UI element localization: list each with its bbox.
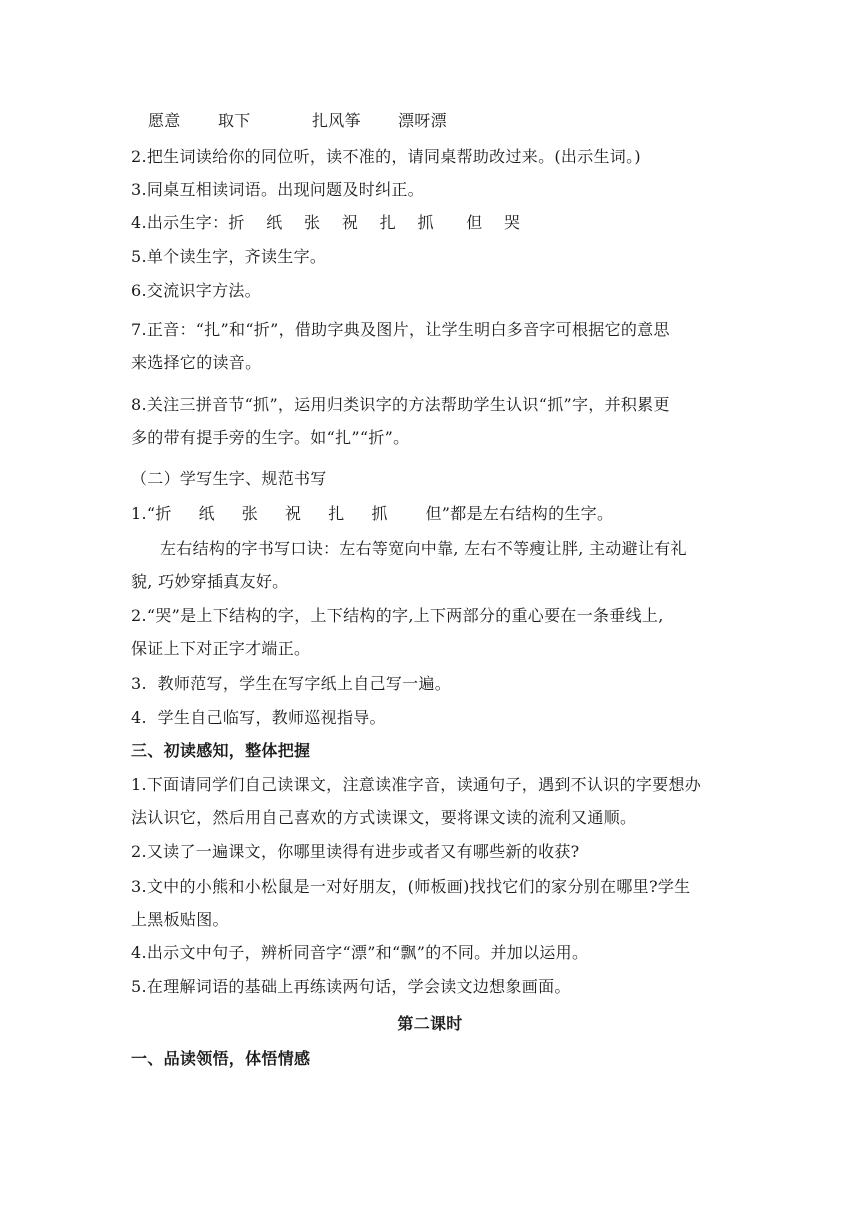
section-heading-3: 三、初读感知，整体把握 <box>131 741 311 760</box>
step-2: 2.把生词读给你的同位听，读不准的，请同桌帮助改过来。(出示生词。) <box>131 147 641 166</box>
reading-step-3-line-2: 上黑板贴图。 <box>131 910 229 929</box>
writing-step-2-line-1: 2.“哭”是上下结构的字，上下结构的字,上下两部分的重心要在一条垂线上, <box>131 606 664 625</box>
step-4: 4.出示生字：折 纸 张 祝 扎 抓 但 哭 <box>131 213 521 232</box>
step-7-line-1: 7.正音：“扎”和“折”，借助字典及图片，让学生明白多音字可根据它的意思 <box>131 320 670 339</box>
writing-step-1: 1.“折 纸 张 祝 扎 抓 但”都是左右结构的生字。 <box>131 504 614 523</box>
word-item: 扎风筝 <box>312 111 361 130</box>
writing-step-3: 3. 教师范写，学生在写字纸上自己写一遍。 <box>131 674 452 693</box>
reading-step-1-line-1: 1.下面请同学们自己读课文，注意读准字音，读通句子，遇到不认识的字要想办 <box>131 775 702 794</box>
word-item: 取下 <box>218 111 251 130</box>
writing-step-4: 4. 学生自己临写，教师巡视指导。 <box>131 708 386 727</box>
reading-step-1-line-2: 法认识它，然后用自己喜欢的方式读课文，要将课文读的流利又通顺。 <box>131 808 637 827</box>
step-8-line-1: 8.关注三拼音节“抓”，运用归类识字的方法帮助学生认识“抓”字，并积累更 <box>131 395 670 414</box>
step-6: 6.交流识字方法。 <box>131 281 261 300</box>
step-5: 5.单个读生字，齐读生字。 <box>131 247 327 266</box>
reading-step-4: 4.出示文中句子，辨析同音字“漂”和“飘”的不同。并加以运用。 <box>131 943 589 962</box>
section-heading-1: 一、品读领悟，体悟情感 <box>131 1049 311 1068</box>
step-3: 3.同桌互相读词语。出现问题及时纠正。 <box>131 180 424 199</box>
writing-rhyme-line-2: 貌, 巧妙穿插真友好。 <box>131 572 289 591</box>
lesson-title: 第二课时 <box>397 1014 463 1033</box>
section-heading-2: （二）学写生字、规范书写 <box>131 469 327 488</box>
reading-step-5: 5.在理解词语的基础上再练读两句话，学会读文边想象画面。 <box>131 977 571 996</box>
writing-step-2-line-2: 保证上下对正字才端正。 <box>131 639 311 658</box>
reading-step-2: 2.又读了一遍课文，你哪里读得有进步或者又有哪些新的收获? <box>131 842 580 861</box>
writing-rhyme-line-1: 左右结构的字书写口诀：左右等宽向中靠, 左右不等瘦让胖, 主动避让有礼 <box>160 539 687 558</box>
word-item: 漂呀漂 <box>398 111 447 130</box>
step-7-line-2: 来选择它的读音。 <box>131 353 262 372</box>
vocabulary-words <box>0 109 860 133</box>
step-8-line-2: 多的带有提手旁的生字。如“扎”“折”。 <box>131 428 410 447</box>
word-item: 愿意 <box>148 111 181 130</box>
reading-step-3-line-1: 3.文中的小熊和小松鼠是一对好朋友，(师板画)找找它们的家分别在哪里?学生 <box>131 877 691 896</box>
